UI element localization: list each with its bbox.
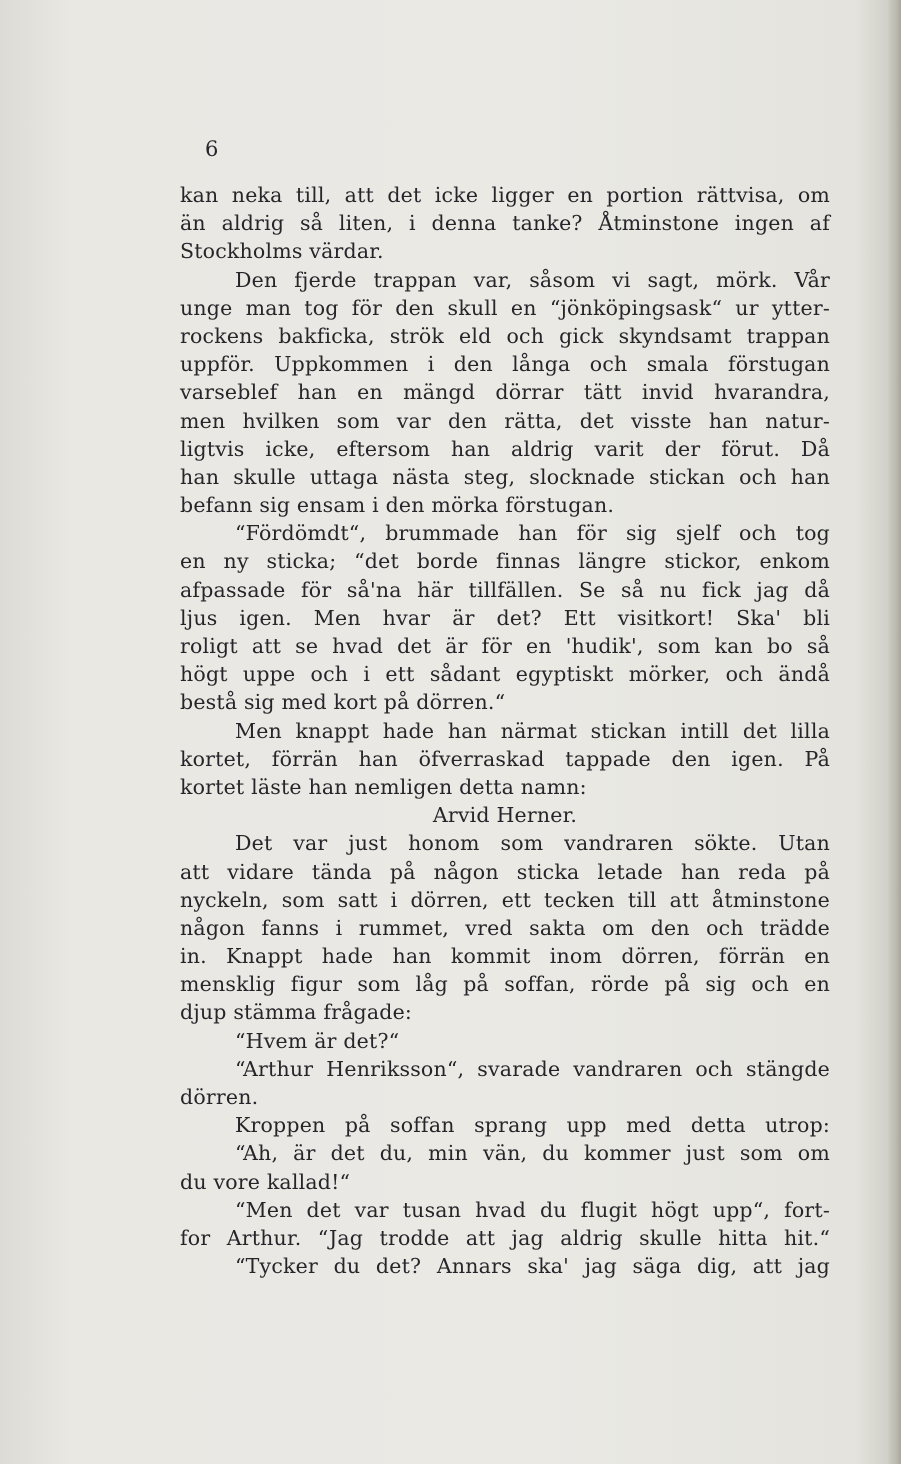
text-line: att vidare tända på någon sticka letade han reda på bbox=[180, 859, 830, 884]
text-line: Det var just honom som vandraren sökte. Utan bbox=[235, 831, 830, 856]
text-line: Den fjerde trappan var, såsom vi sagt, mörk. Vår bbox=[235, 267, 830, 292]
text-line: “Tycker du det? Annars ska' jag säga dig, att jag bbox=[235, 1254, 830, 1279]
text-line: kan neka till, att det icke ligger en portion rättvisa, om bbox=[180, 183, 830, 207]
text-line: dörren. bbox=[180, 1085, 259, 1109]
text-line: “Ah, är det du, min vän, du kommer just som om bbox=[235, 1141, 830, 1166]
text-line: bestå sig med kort på dörren.“ bbox=[180, 690, 506, 715]
text-line: “Hvem är det?“ bbox=[235, 1028, 400, 1053]
text-line: du vore kallad!“ bbox=[180, 1169, 351, 1194]
text-line: än aldrig så liten, i denna tanke? Åtminstone ingen af bbox=[180, 211, 830, 236]
text-line: nyckeln, som satt i dörren, ett tecken till att åtminstone bbox=[180, 887, 830, 912]
text-line: “Men det var tusan hvad du flugit högt upp“, fort- bbox=[235, 1197, 830, 1222]
text-line: uppför. Uppkommen i den långa och smala förstugan bbox=[180, 352, 830, 377]
text-line: for Arthur. “Jag trodde att jag aldrig skulle hitta hit.“ bbox=[180, 1225, 830, 1250]
text-line: Men knappt hade han närmat stickan intill det lilla bbox=[235, 718, 830, 743]
text-line: varseblef han en mängd dörrar tätt invid hvarandra, bbox=[180, 380, 830, 405]
body-text bbox=[180, 181, 830, 1280]
text-line: Arvid Herner. bbox=[432, 803, 578, 828]
text-line: kortet, förrän han öfverraskad tappade den igen. På bbox=[180, 746, 830, 771]
text-line: mensklig figur som låg på soffan, rörde på sig och en bbox=[180, 972, 830, 997]
page-edge-shadow bbox=[887, 0, 901, 1464]
text-line: djup stämma frågade: bbox=[180, 1000, 413, 1025]
text-line: “Fördömdt“, brummade han för sig sjelf och tog bbox=[235, 521, 830, 546]
text-line: rockens bakficka, strök eld och gick skyndsamt trappan bbox=[180, 323, 830, 348]
text-line: befann sig ensam i den mörka förstugan. bbox=[180, 493, 615, 518]
text-line: Kroppen på soffan sprang upp med detta utrop: bbox=[235, 1113, 830, 1138]
text-line: men hvilken som var den rätta, det visste han natur- bbox=[180, 408, 830, 433]
text-line: afpassade för så'na här tillfällen. Se så nu fick jag då bbox=[180, 577, 830, 602]
text-line: in. Knappt hade han kommit inom dörren, förrän en bbox=[180, 944, 830, 969]
text-line: en ny sticka; “det borde finnas längre stickor, enkom bbox=[180, 549, 830, 574]
text-line: ligtvis icke, eftersom han aldrig varit der förut. Då bbox=[180, 436, 830, 461]
text-line: ljus igen. Men hvar är det? Ett visitkort! Ska' bli bbox=[180, 605, 830, 630]
text-line: roligt att se hvad det är för en 'hudik', som kan bo så bbox=[180, 634, 830, 658]
text-line: “Arthur Henriksson“, svarade vandraren och stängde bbox=[235, 1056, 830, 1081]
text-line: högt uppe och i ett sådant egyptiskt mörker, och ändå bbox=[180, 662, 830, 687]
text-line: någon fanns i rummet, vred sakta om den och trädde bbox=[180, 915, 830, 940]
text-line: unge man tog för den skull en “jönköpingsask“ ur ytter- bbox=[180, 295, 830, 320]
page-number: 6 bbox=[205, 137, 219, 161]
text-line: han skulle uttaga nästa steg, slocknade stickan och han bbox=[180, 464, 830, 489]
text-line: kortet läste han nemligen detta namn: bbox=[180, 774, 587, 799]
text-line: Stockholms värdar. bbox=[180, 239, 384, 264]
